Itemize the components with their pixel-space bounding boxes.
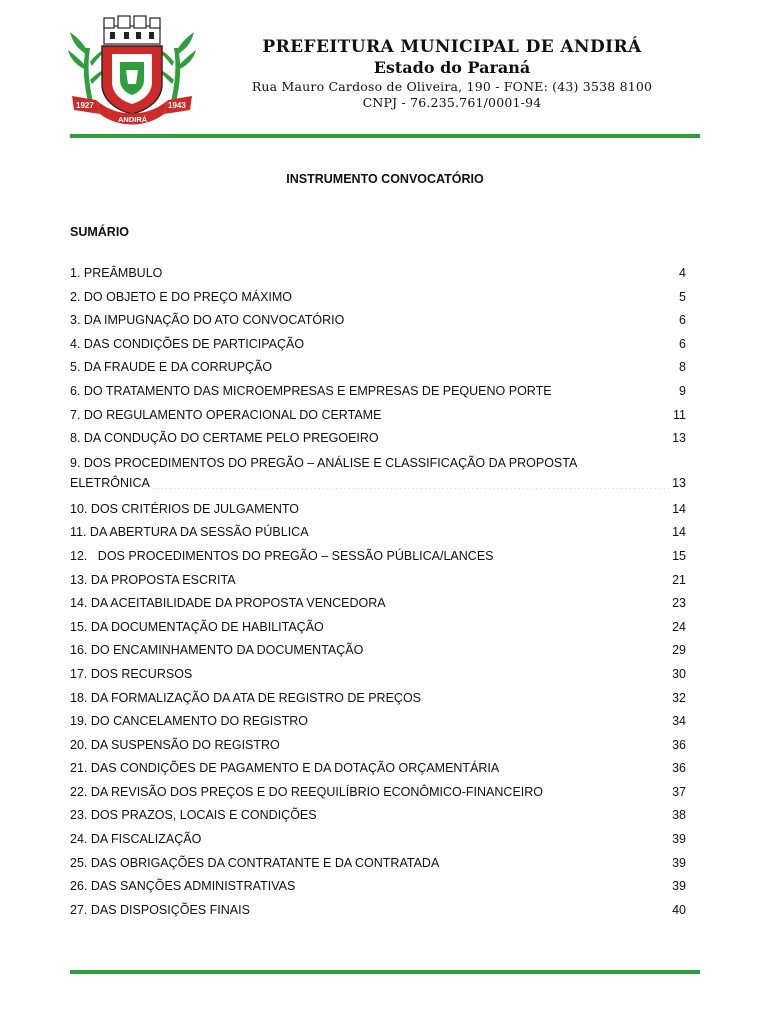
toc-entry-page: 40 — [672, 902, 686, 917]
toc-entry-page: 6 — [679, 313, 686, 328]
toc-entry-4[interactable] — [70, 333, 686, 357]
crest-name: ANDIRÁ — [118, 115, 148, 124]
toc-entry-page: 36 — [672, 737, 686, 752]
toc-entry-22[interactable] — [70, 781, 686, 805]
municipality-title: PREFEITURA MUNICIPAL DE ANDIRÁ — [262, 37, 642, 57]
toc-entry-label: 14. DA ACEITABILIDADE DA PROPOSTA VENCEDORA — [70, 596, 386, 611]
toc-entry-page: 36 — [672, 761, 686, 776]
toc-entry-9[interactable] — [70, 451, 686, 498]
dot-leader — [388, 599, 670, 612]
toc-entry-26[interactable] — [70, 875, 686, 899]
toc-entry-label: 18. DA FORMALIZAÇÃO DA ATA DE REGISTRO DE PREÇOS — [70, 690, 422, 705]
toc-entry-page: 14 — [672, 501, 686, 516]
toc-entry-label: 8. DA CONDUÇÃO DO CERTAME PELO PREGOEIRO — [70, 431, 379, 446]
dot-leader — [194, 670, 670, 683]
dot-leader — [301, 505, 670, 518]
toc-entry-page: 37 — [672, 784, 686, 799]
toc-entry-label: 25. DAS OBRIGAÇÕES DA CONTRATANTE E DA CONTRATADA — [70, 855, 440, 870]
toc-entry-page: 21 — [672, 572, 686, 587]
toc-entry-page: 4 — [679, 266, 686, 280]
dot-leader — [306, 340, 677, 353]
dot-leader — [381, 434, 670, 447]
toc-entry-label: 21. DAS CONDIÇÕES DE PAGAMENTO E DA DOTAÇÃO ORÇAMENTÁRIA — [70, 761, 500, 776]
toc-entry-13[interactable] — [70, 569, 686, 593]
toc-entry-8[interactable] — [70, 427, 686, 451]
toc-entry-3[interactable] — [70, 309, 686, 333]
dot-leader — [310, 717, 670, 730]
toc-entry-label: 6. DO TRATAMENTO DAS MICROEMPRESAS E EMPRESAS DE PEQUENO PORTE — [70, 383, 552, 398]
toc-entry-page: 34 — [672, 714, 686, 729]
toc-entry-label: 17. DOS RECURSOS — [70, 666, 193, 681]
document-title: INSTRUMENTO CONVOCATÓRIO — [286, 172, 484, 186]
toc-entry-16[interactable] — [70, 639, 686, 663]
toc-entry-page: 23 — [672, 596, 686, 611]
toc-entry-page: 8 — [679, 360, 686, 375]
toc-entry-14[interactable] — [70, 592, 686, 616]
toc-entry-page: 14 — [672, 525, 686, 540]
toc-entry-page: 11 — [673, 407, 686, 422]
dot-leader — [297, 882, 670, 895]
toc-entry-page: 9 — [679, 383, 686, 398]
toc-entry-continuation — [70, 473, 686, 493]
toc-entry-label: 23. DOS PRAZOS, LOCAIS E CONDIÇÕES — [70, 808, 317, 823]
toc-entry-page: 30 — [672, 666, 686, 681]
toc-entry-label: 11. DA ABERTURA DA SESSÃO PÚBLICA — [70, 525, 309, 540]
toc-entry-24[interactable] — [70, 828, 686, 852]
toc-entry-page: 6 — [679, 336, 686, 351]
dot-leader — [423, 694, 670, 707]
toc-entry-label: 22. DA REVISÃO DOS PREÇOS E DO REEQUILÍBRIO ECONÔMICO-FINANCEIRO — [70, 784, 544, 799]
dot-leader — [441, 859, 670, 872]
dot-leader — [496, 552, 671, 565]
toc-entry-27[interactable] — [70, 899, 686, 923]
toc-entry-7[interactable] — [70, 404, 686, 428]
toc-entry-20[interactable] — [70, 734, 686, 758]
toc-entry-11[interactable] — [70, 521, 686, 545]
toc-entry-17[interactable] — [70, 663, 686, 687]
toc-entry-label: 5. DA FRAUDE E DA CORRUPÇÃO — [70, 360, 273, 375]
header-divider — [70, 134, 700, 138]
dot-leader — [319, 812, 671, 825]
toc-entry-label-cont: ELETRÔNICA — [70, 475, 150, 490]
toc-entry-page: 13 — [672, 475, 686, 490]
dot-leader — [252, 906, 670, 919]
crest-year-right: 1943 — [168, 101, 186, 110]
toc-entry-page: 32 — [672, 690, 686, 705]
toc-entry-label: 3. DA IMPUGNAÇÃO DO ATO CONVOCATÓRIO — [70, 313, 345, 328]
dot-leader — [326, 623, 670, 636]
dot-leader — [365, 646, 670, 659]
toc-entry-page: 39 — [672, 855, 686, 870]
footer-divider — [70, 970, 700, 974]
state-subtitle: Estado do Paraná — [373, 58, 531, 77]
toc-entry-label: 7. DO REGULAMENTO OPERACIONAL DO CERTAME — [70, 407, 382, 422]
toc-entry-6[interactable] — [70, 380, 686, 404]
toc-entry-label: 20. DA SUSPENSÃO DO REGISTRO — [70, 737, 280, 752]
toc-entry-10[interactable] — [70, 498, 686, 522]
toc-entry-12[interactable] — [70, 545, 686, 569]
toc-entry-page: 5 — [679, 289, 686, 304]
dot-leader — [203, 835, 670, 848]
toc-entry-18[interactable] — [70, 687, 686, 711]
toc-entry-2[interactable] — [70, 286, 686, 310]
table-of-contents — [70, 262, 686, 922]
toc-entry-15[interactable] — [70, 616, 686, 640]
dot-leader — [152, 476, 670, 489]
dot-leader — [238, 576, 671, 589]
toc-entry-page: 13 — [672, 431, 686, 446]
toc-entry-label: 19. DO CANCELAMENTO DO REGISTRO — [70, 714, 309, 729]
toc-heading: SUMÁRIO — [70, 225, 130, 239]
toc-entry-label: 27. DAS DISPOSIÇÕES FINAIS — [70, 902, 250, 917]
dot-leader — [311, 528, 671, 541]
dot-leader — [164, 269, 677, 282]
dot-leader — [554, 387, 677, 400]
toc-entry-1[interactable] — [70, 262, 686, 286]
toc-entry-label: 26. DAS SANÇÕES ADMINISTRATIVAS — [70, 879, 296, 894]
letterhead — [0, 0, 770, 140]
dot-leader — [501, 764, 670, 777]
toc-entry-page: 24 — [672, 619, 686, 634]
dot-leader — [282, 741, 670, 754]
toc-entry-label: 10. DOS CRITÉRIOS DE JULGAMENTO — [70, 501, 299, 516]
address-line: Rua Mauro Cardoso de Oliveira, 190 - FONE: (43) 3538 8100 — [251, 79, 653, 94]
crest-year-left: 1927 — [76, 101, 94, 110]
toc-entry-page: 39 — [672, 879, 686, 894]
toc-entry-23[interactable] — [70, 804, 686, 828]
toc-entry-19[interactable] — [70, 710, 686, 734]
toc-entry-page: 39 — [672, 832, 686, 847]
toc-entry-label: 24. DA FISCALIZAÇÃO — [70, 832, 202, 847]
dot-leader — [274, 363, 677, 376]
toc-entry-label: 15. DA DOCUMENTAÇÃO DE HABILITAÇÃO — [70, 619, 324, 634]
municipal-coat-of-arms — [66, 14, 198, 130]
toc-entry-25[interactable] — [70, 852, 686, 876]
dot-leader — [346, 316, 677, 329]
toc-entry-label: 12. DOS PROCEDIMENTOS DO PREGÃO – SESSÃO PÚBLICA/LANCES — [70, 548, 494, 563]
toc-entry-21[interactable] — [70, 757, 686, 781]
toc-entry-label: 9. DOS PROCEDIMENTOS DO PREGÃO – ANÁLISE E CLASSIFICAÇÃO DA PROPOSTA — [70, 455, 578, 470]
shield-icon — [102, 46, 162, 114]
toc-entry-label: 1. PREÂMBULO — [70, 266, 163, 280]
dot-leader — [294, 293, 677, 306]
toc-entry-label: 2. DO OBJETO E DO PREÇO MÁXIMO — [70, 289, 293, 304]
letterhead-text — [232, 36, 672, 110]
toc-entry-label: 16. DO ENCAMINHAMENTO DA DOCUMENTAÇÃO — [70, 643, 364, 658]
toc-entry-5[interactable] — [70, 356, 686, 380]
toc-entry-page: 38 — [672, 808, 686, 823]
dot-leader — [545, 788, 670, 801]
toc-entry-page: 29 — [672, 643, 686, 658]
toc-entry-label: 13. DA PROPOSTA ESCRITA — [70, 572, 236, 587]
mural-crown-icon — [104, 16, 160, 44]
toc-entry-page: 15 — [672, 548, 686, 563]
toc-entry-label: 4. DAS CONDIÇÕES DE PARTICIPAÇÃO — [70, 336, 305, 351]
dot-leader — [383, 411, 671, 424]
cnpj-line: CNPJ - 76.235.761/0001-94 — [362, 95, 542, 110]
